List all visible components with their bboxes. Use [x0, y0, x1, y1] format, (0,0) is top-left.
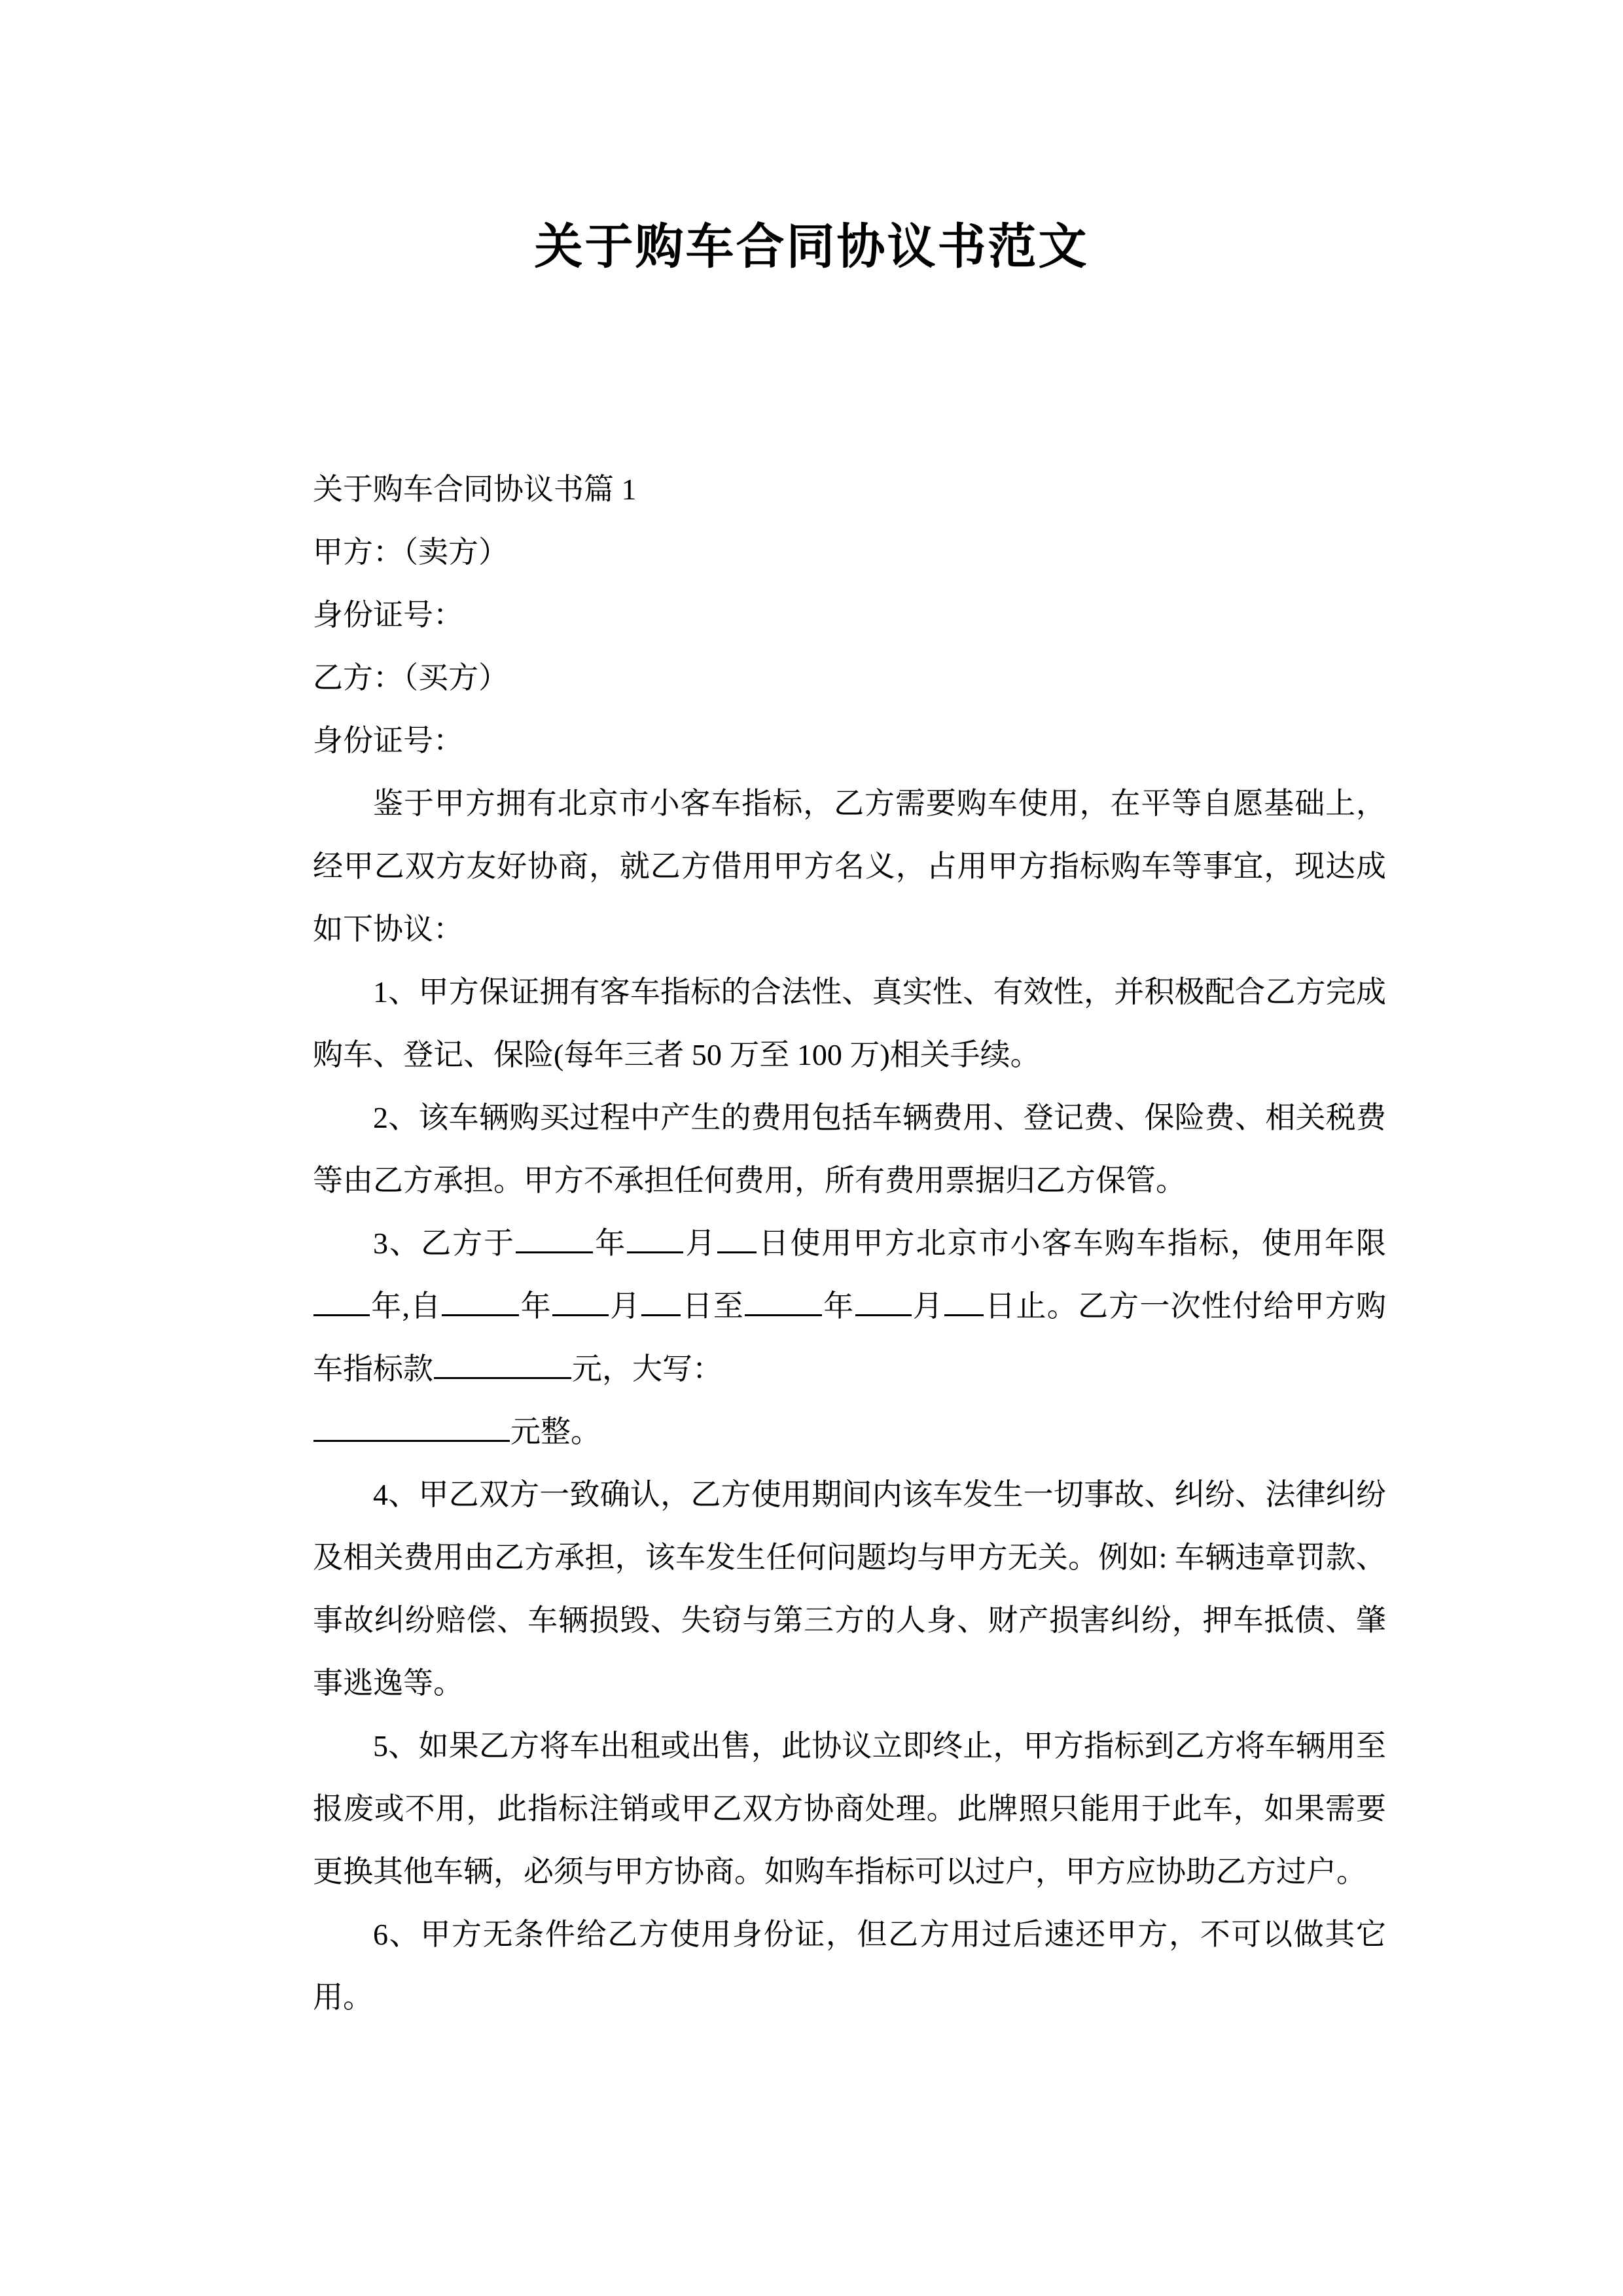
blank-day-start[interactable] [717, 1223, 757, 1253]
clause-3-text-1: 乙方于 [421, 1227, 516, 1260]
clause-4-text: 甲乙双方一致确认，乙方使用期间内该车发生一切事故、纠纷、法律纠纷及相关费用由乙方承担，该车发生任何问题均与甲方无关。例如: 车辆违章罚款、事故纠纷赔偿、车辆损毁、失窃与第三方的人身、财产损害纠纷，押车抵债、肇事逃逸等。 [313, 1478, 1387, 1700]
clause-3-text-6: 年 [520, 1289, 552, 1323]
clause-3-text-5: 年,自 [370, 1289, 442, 1323]
blank-month-start[interactable] [627, 1223, 683, 1253]
clause-6 [313, 1903, 1386, 2029]
clause-2 [313, 1086, 1386, 1212]
preamble-paragraph: 鉴于甲方拥有北京市小客车指标，乙方需要购车使用，在平等自愿基础上，经甲乙双方友好协商，就乙方借用甲方名义，占用甲方指标购车等事宜，现达成如下协议： [313, 787, 1386, 946]
blank-from-month[interactable] [552, 1285, 609, 1316]
page-title: 关于购车合同协议书范文 [534, 220, 1089, 274]
party-b-id-label: 身份证号： [313, 724, 463, 757]
clause-4 [313, 1463, 1386, 1715]
blank-indicator-amount[interactable] [434, 1348, 571, 1379]
blank-from-year[interactable] [442, 1285, 519, 1316]
clause-5 [313, 1715, 1386, 1903]
clause-3-text-4: 日使用甲方北京市小客车购车指标，使用年限 [757, 1227, 1387, 1260]
clause-3-text-3: 月 [684, 1227, 717, 1260]
party-b-label: 乙方：（买方） [313, 661, 508, 694]
clause-3-amount-in-words [313, 1401, 1386, 1463]
clause-4-number: 4、 [373, 1478, 419, 1511]
clause-1-number: 1、 [373, 975, 419, 1009]
clause-6-text: 甲方无条件给乙方使用身份证，但乙方用过后速还甲方，不可以做其它用。 [313, 1918, 1386, 2014]
clause-3-number: 3、 [373, 1227, 421, 1260]
clause-6-number: 6、 [373, 1918, 421, 1951]
blank-usage-years[interactable] [313, 1285, 370, 1316]
clause-3-text-11: 日止。乙方一次性付给甲方购车指标款 [313, 1289, 1387, 1386]
clause-1-text: 甲方保证拥有客车指标的合法性、真实性、有效性，并积极配合乙方完成购车、登记、保险(每年三者 50 万至 100 万)相关手续。 [313, 975, 1387, 1071]
blank-from-day[interactable] [641, 1285, 681, 1316]
clause-3-text-9: 年 [823, 1289, 855, 1323]
clause-3-text-8: 日至 [681, 1289, 745, 1323]
clause-2-number: 2、 [373, 1101, 419, 1134]
clause-3-text-13: 元整。 [510, 1415, 601, 1448]
section-heading: 关于购车合同协议书篇 1 [313, 473, 637, 506]
clause-5-number: 5、 [373, 1729, 419, 1763]
blank-to-year[interactable] [745, 1285, 822, 1316]
clause-3-text-10: 月 [912, 1289, 944, 1323]
clause-3-text-7: 月 [609, 1289, 641, 1323]
party-a-label: 甲方：（卖方） [313, 535, 508, 569]
blank-to-month[interactable] [855, 1285, 912, 1316]
clause-2-text: 该车辆购买过程中产生的费用包括车辆费用、登记费、保险费、相关税费等由乙方承担。甲方不承担任何费用，所有费用票据归乙方保管。 [313, 1101, 1387, 1197]
party-a-id-label: 身份证号： [313, 598, 463, 632]
clause-5-text: 如果乙方将车出租或出售，此协议立即终止，甲方指标到乙方将车辆用至报废或不用，此指标注销或甲乙双方协商处理。此牌照只能用于此车，如果需要更换其他车辆，必须与甲方协商。如购车指标可以过户，甲方应协助乙方过户。 [313, 1729, 1387, 1888]
clause-1 [313, 961, 1386, 1086]
blank-amount-in-words[interactable] [313, 1411, 510, 1442]
document-body [313, 458, 1386, 2029]
clause-3-text-12: 元，大写： [572, 1352, 722, 1386]
blank-year-start[interactable] [516, 1223, 593, 1253]
clause-3-text-2: 年 [594, 1227, 627, 1260]
blank-to-day[interactable] [944, 1285, 984, 1316]
clause-3 [313, 1212, 1386, 1401]
